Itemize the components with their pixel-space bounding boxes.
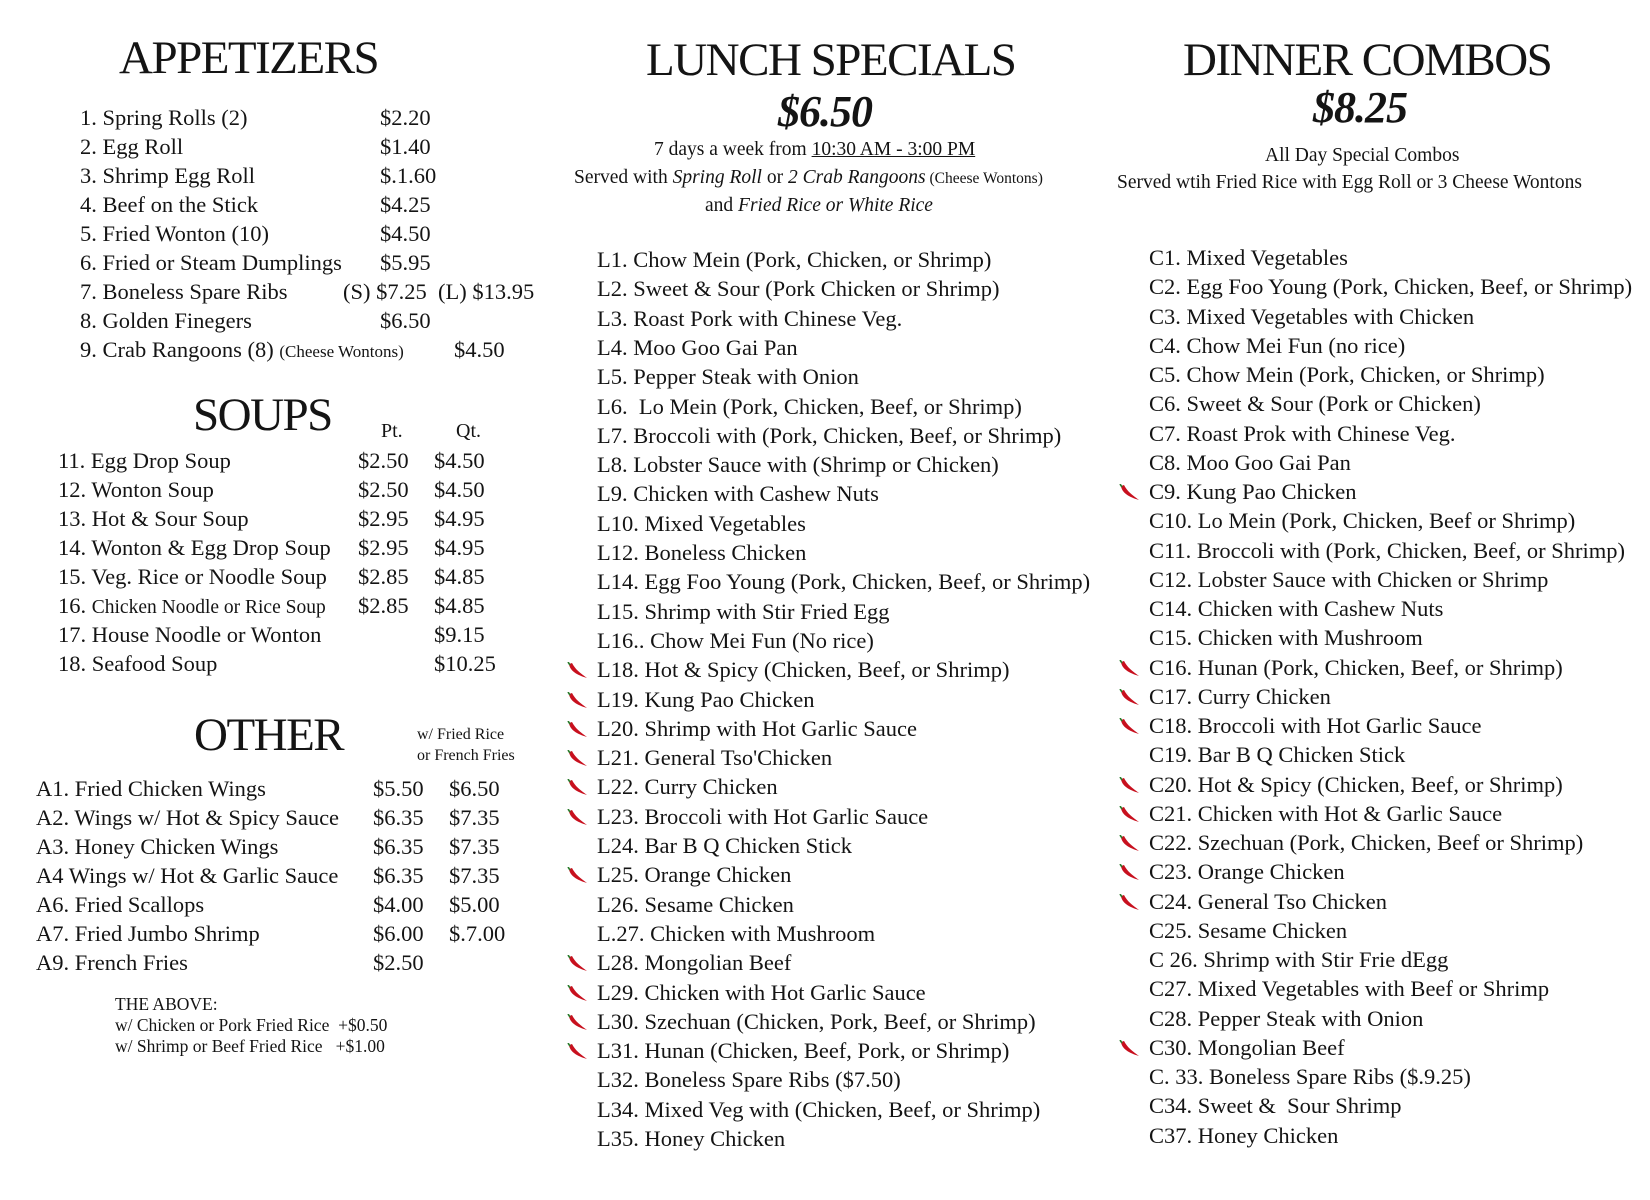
lunch-item: L26. Sesame Chicken — [597, 891, 794, 917]
lunch-served-label: Served with — [574, 167, 673, 188]
dinner-item: C17. Curry Chicken — [1149, 683, 1331, 709]
other-price-1: $4.00 — [373, 892, 424, 917]
dinner-item: C1. Mixed Vegetables — [1149, 245, 1348, 270]
dinner-item: C25. Sesame Chicken — [1149, 917, 1348, 943]
lunch-item: L1. Chow Mein (Pork, Chicken, or Shrimp) — [597, 247, 992, 272]
appetizer-price: $1.40 — [380, 134, 431, 159]
red-pepper-icon — [1119, 718, 1141, 736]
dinner-subtitle: All Day Special Combos — [1265, 145, 1460, 166]
red-pepper-icon — [1119, 894, 1141, 912]
lunch-item: L6. Lo Mein (Pork, Chicken, Beef, or Shrimp) — [597, 393, 1022, 419]
dinner-price: $8.25 — [1313, 83, 1407, 132]
appetizer-name: 6. Fried or Steam Dumplings — [80, 250, 342, 275]
soup-name-small: Chicken Noodle or Rice Soup — [91, 597, 326, 618]
red-pepper-icon — [1119, 1040, 1141, 1058]
red-pepper-icon — [567, 985, 589, 1003]
lunch-item: L4. Moo Goo Gai Pan — [597, 334, 798, 360]
dinner-item: C. 33. Boneless Spare Ribs ($.9.25) — [1149, 1064, 1471, 1089]
other-heading: OTHER — [194, 709, 344, 761]
soup-pt: $2.50 — [358, 448, 409, 473]
lunch-served-with — [574, 168, 1043, 188]
dinner-item: C28. Pepper Steak with Onion — [1149, 1005, 1424, 1031]
other-footnote-title: THE ABOVE: — [115, 994, 218, 1014]
red-pepper-icon — [567, 692, 589, 710]
red-pepper-icon — [567, 809, 589, 827]
dinner-item: C15. Chicken with Mushroom — [1149, 625, 1423, 651]
other-price-2: $6.50 — [449, 776, 500, 801]
other-price-1: $6.35 — [373, 863, 424, 888]
appetizer-name: 8. Golden Finegers — [80, 308, 252, 333]
dinner-item: C22. Szechuan (Pork, Chicken, Beef or Shrimp) — [1149, 830, 1584, 855]
appetizer-name: 7. Boneless Spare Ribs — [80, 279, 288, 304]
lunch-hours-time: 10:30 AM - 3:00 PM — [811, 139, 976, 160]
appetizers-heading: APPETIZERS — [119, 32, 379, 84]
appetizer-name: 1. Spring Rolls (2) — [80, 105, 248, 130]
other-col-note: or French Fries — [417, 747, 515, 764]
lunch-item: L15. Shrimp with Stir Fried Egg — [597, 598, 890, 624]
appetizer-price: $4.25 — [380, 192, 431, 217]
red-pepper-icon — [567, 1014, 589, 1032]
red-pepper-icon — [1119, 864, 1141, 882]
other-footnote-line: w/ Shrimp or Beef Fried Rice +$1.00 — [115, 1036, 385, 1056]
dinner-item: C24. General Tso Chicken — [1149, 888, 1387, 914]
dinner-item: C5. Chow Mein (Pork, Chicken, or Shrimp) — [1149, 362, 1545, 387]
appetizer-price: $4.50 — [454, 337, 505, 362]
lunch-rice-options: Fried Rice or White Rice — [738, 195, 933, 216]
other-price-1: $6.35 — [373, 805, 424, 830]
appetizer-name — [80, 339, 404, 362]
soups-pt-header: Pt. — [381, 420, 403, 442]
dinner-item: C14. Chicken with Cashew Nuts — [1149, 596, 1444, 621]
soup-name: 14. Wonton & Egg Drop Soup — [58, 535, 331, 560]
dinner-item: C27. Mixed Vegetables with Beef or Shrimp — [1149, 976, 1550, 1002]
other-price-2: $5.00 — [449, 892, 500, 917]
soup-qt: $4.95 — [434, 535, 485, 560]
appetizer-price: (S) $7.25 (L) $13.95 — [343, 279, 535, 304]
soup-name: 15. Veg. Rice or Noodle Soup — [58, 564, 327, 589]
red-pepper-icon — [567, 750, 589, 768]
soups-heading: SOUPS — [193, 389, 332, 441]
lunch-item: L32. Boneless Spare Ribs ($7.50) — [597, 1067, 901, 1093]
soup-pt: $2.85 — [358, 564, 409, 589]
dinner-item: C7. Roast Prok with Chinese Veg. — [1149, 420, 1456, 446]
lunch-item: L34. Mixed Veg with (Chicken, Beef, or Shrimp) — [597, 1096, 1041, 1122]
lunch-item: L25. Orange Chicken — [597, 862, 792, 888]
dinner-item: C30. Mongolian Beef — [1149, 1034, 1345, 1060]
soup-qt: $4.85 — [434, 564, 485, 589]
other-name: A9. French Fries — [36, 950, 188, 975]
dinner-item: C9. Kung Pao Chicken — [1149, 479, 1357, 504]
lunch-item: L30. Szechuan (Chicken, Pork, Beef, or Shrimp) — [597, 1008, 1036, 1034]
red-pepper-icon — [1119, 777, 1141, 795]
other-name: A3. Honey Chicken Wings — [36, 834, 279, 859]
dinner-item: C34. Sweet & Sour Shrimp — [1149, 1093, 1402, 1119]
dinner-item: C8. Moo Goo Gai Pan — [1149, 449, 1351, 475]
other-price-2: $7.35 — [449, 863, 500, 888]
lunch-side-1: Spring Roll — [672, 167, 762, 188]
red-pepper-icon — [567, 867, 589, 885]
lunch-item: L10. Mixed Vegetables — [597, 510, 806, 536]
other-price-1: $6.00 — [373, 921, 424, 946]
lunch-item: L23. Broccoli with Hot Garlic Sauce — [597, 803, 929, 829]
soup-qt: $4.95 — [434, 506, 485, 531]
dinner-item: C2. Egg Foo Young (Pork, Chicken, Beef, or Shrimp) — [1149, 274, 1633, 300]
other-price-2: $7.35 — [449, 805, 500, 830]
dinner-item: C20. Hot & Spicy (Chicken, Beef, or Shrimp) — [1149, 771, 1563, 797]
appetizer-name-text: 9. Crab Rangoons (8) — [80, 337, 274, 362]
soup-qt: $4.50 — [434, 448, 485, 473]
lunch-item: L19. Kung Pao Chicken — [597, 686, 815, 712]
red-pepper-icon — [567, 1043, 589, 1061]
soup-name — [58, 595, 326, 618]
other-price-2: $.7.00 — [449, 921, 506, 946]
dinner-item: C 26. Shrimp with Stir Frie dEgg — [1149, 947, 1449, 972]
dinner-item: C23. Orange Chicken — [1149, 859, 1345, 885]
dinner-item: C6. Sweet & Sour (Pork or Chicken) — [1149, 391, 1481, 417]
appetizer-price: $4.50 — [380, 221, 431, 246]
soups-qt-header: Qt. — [456, 420, 481, 442]
soup-pt: $2.50 — [358, 477, 409, 502]
other-footnote-line: w/ Chicken or Pork Fried Rice +$0.50 — [115, 1015, 388, 1035]
lunch-item: L20. Shrimp with Hot Garlic Sauce — [597, 715, 917, 741]
soup-number: 16. — [58, 593, 87, 618]
lunch-item: L8. Lobster Sauce with (Shrimp or Chicken) — [597, 452, 999, 478]
lunch-item: L21. General Tso'Chicken — [597, 745, 833, 771]
red-pepper-icon — [567, 662, 589, 680]
other-price-1: $5.50 — [373, 776, 424, 801]
soup-name: 13. Hot & Sour Soup — [58, 506, 249, 531]
appetizer-note: (Cheese Wontons) — [279, 342, 404, 361]
lunch-item: L16.. Chow Mei Fun (No rice) — [597, 627, 874, 653]
dinner-heading: DINNER COMBOS — [1183, 34, 1552, 86]
appetizer-name: 5. Fried Wonton (10) — [80, 221, 270, 246]
lunch-side-note: (Cheese Wontons) — [925, 170, 1043, 187]
appetizer-name: 3. Shrimp Egg Roll — [80, 163, 256, 188]
lunch-heading: LUNCH SPECIALS — [646, 34, 1016, 86]
dinner-item: C37. Honey Chicken — [1149, 1122, 1339, 1148]
other-col-note: w/ Fried Rice — [417, 726, 505, 743]
red-pepper-icon — [1119, 806, 1141, 824]
lunch-item: L12. Boneless Chicken — [597, 540, 807, 565]
red-pepper-icon — [1119, 660, 1141, 678]
dinner-item: C21. Chicken with Hot & Garlic Sauce — [1149, 800, 1503, 826]
lunch-item: L9. Chicken with Cashew Nuts — [597, 481, 879, 507]
other-name: A6. Fried Scallops — [36, 892, 205, 917]
appetizer-name: 4. Beef on the Stick — [80, 192, 259, 217]
dinner-item: C11. Broccoli with (Pork, Chicken, Beef, or Shrimp) — [1149, 537, 1625, 563]
red-pepper-icon — [567, 779, 589, 797]
dinner-served-with: Served wtih Fried Rice with Egg Roll or 3 Cheese Wontons — [1117, 172, 1582, 193]
lunch-item: L18. Hot & Spicy (Chicken, Beef, or Shrimp) — [597, 657, 1010, 683]
other-name: A7. Fried Jumbo Shrimp — [36, 921, 260, 946]
appetizer-price: $2.20 — [380, 105, 431, 130]
appetizer-name: 2. Egg Roll — [80, 134, 184, 159]
red-pepper-icon — [1119, 835, 1141, 853]
lunch-item: L28. Mongolian Beef — [597, 950, 792, 976]
dinner-item: C18. Broccoli with Hot Garlic Sauce — [1149, 713, 1482, 738]
lunch-hours — [654, 140, 975, 160]
soup-name: 12. Wonton Soup — [58, 477, 214, 502]
lunch-item: L35. Honey Chicken — [597, 1126, 786, 1151]
other-price-2: $7.35 — [449, 834, 500, 859]
dinner-item: C19. Bar B Q Chicken Stick — [1149, 742, 1406, 768]
lunch-side-2: 2 Crab Rangoons — [787, 167, 926, 188]
soup-qt: $4.50 — [434, 477, 485, 502]
soup-name: 17. House Noodle or Wonton — [58, 622, 322, 647]
soup-name: 18. Seafood Soup — [58, 651, 218, 676]
soup-qt: $10.25 — [434, 651, 496, 676]
soup-pt: $2.95 — [358, 535, 409, 560]
lunch-item: L29. Chicken with Hot Garlic Sauce — [597, 979, 926, 1005]
soup-name: 11. Egg Drop Soup — [58, 448, 231, 473]
dinner-item: C10. Lo Mein (Pork, Chicken, Beef or Shrimp) — [1149, 508, 1576, 534]
other-name: A4 Wings w/ Hot & Garlic Sauce — [36, 863, 339, 888]
lunch-item: L24. Bar B Q Chicken Stick — [597, 833, 852, 858]
lunch-rice-and: and — [705, 195, 739, 216]
lunch-item: L5. Pepper Steak with Onion — [597, 364, 859, 390]
red-pepper-icon — [1119, 689, 1141, 707]
lunch-rice — [705, 196, 933, 216]
lunch-item: L31. Hunan (Chicken, Beef, Pork, or Shrimp) — [597, 1038, 1010, 1064]
dinner-item: C12. Lobster Sauce with Chicken or Shrimp — [1149, 566, 1549, 592]
soup-pt: $2.95 — [358, 506, 409, 531]
lunch-item: L3. Roast Pork with Chinese Veg. — [597, 305, 903, 331]
red-pepper-icon — [567, 721, 589, 739]
appetizer-price: $5.95 — [380, 250, 431, 275]
lunch-price: $6.50 — [778, 87, 872, 136]
other-price-1: $2.50 — [373, 950, 424, 975]
red-pepper-icon — [567, 955, 589, 973]
other-price-1: $6.35 — [373, 834, 424, 859]
appetizer-price: $.1.60 — [380, 163, 437, 188]
lunch-item: L22. Curry Chicken — [597, 774, 778, 800]
lunch-hours-label: 7 days a week from — [654, 139, 812, 160]
appetizer-price: $6.50 — [380, 308, 431, 333]
dinner-item: C16. Hunan (Pork, Chicken, Beef, or Shrimp) — [1149, 654, 1563, 680]
dinner-item: C3. Mixed Vegetables with Chicken — [1149, 303, 1475, 329]
soup-qt: $4.85 — [434, 593, 485, 618]
lunch-item: L14. Egg Foo Young (Pork, Chicken, Beef, or Shrimp) — [597, 569, 1091, 595]
dinner-item: C4. Chow Mei Fun (no rice) — [1149, 332, 1406, 358]
lunch-item: L2. Sweet & Sour (Pork Chicken or Shrimp) — [597, 276, 1000, 302]
other-name: A1. Fried Chicken Wings — [36, 776, 266, 801]
soup-qt: $9.15 — [434, 622, 485, 647]
other-name: A2. Wings w/ Hot & Spicy Sauce — [36, 805, 340, 830]
red-pepper-icon — [1119, 484, 1141, 502]
soup-pt: $2.85 — [358, 593, 409, 618]
lunch-or: or — [761, 167, 788, 188]
lunch-item: L.27. Chicken with Mushroom — [597, 920, 876, 946]
lunch-item: L7. Broccoli with (Pork, Chicken, Beef, or Shrimp) — [597, 422, 1062, 448]
